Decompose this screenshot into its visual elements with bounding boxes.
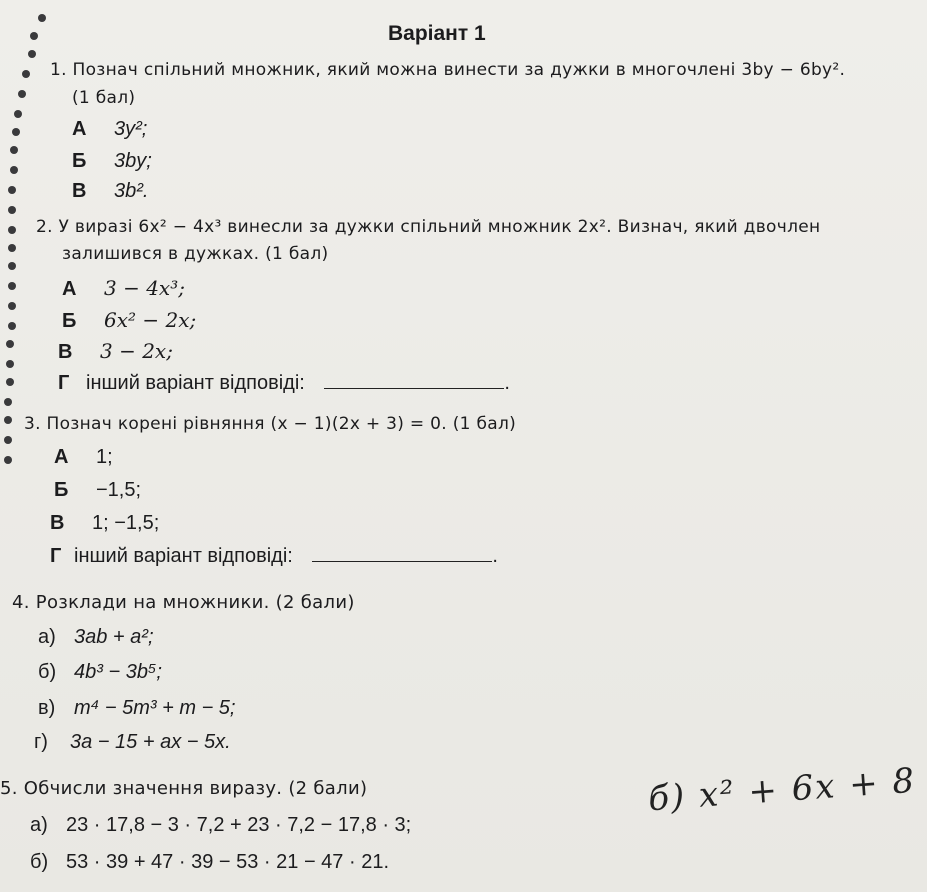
binder-hole — [8, 244, 16, 252]
question-1-option-b — [72, 150, 152, 173]
option-letter: Г — [50, 545, 62, 567]
binder-hole — [8, 206, 16, 214]
option-text: 3b². — [114, 180, 149, 202]
option-letter: Б — [54, 479, 69, 501]
binder-hole — [8, 262, 16, 270]
item-text: 3a − 15 + ax − 5x. — [70, 731, 231, 753]
option-letter: А — [54, 446, 69, 468]
item-label: б) — [38, 661, 57, 683]
option-suffix: . — [492, 545, 498, 567]
binder-hole — [10, 146, 18, 154]
item-text: 23 · 17,8 − 3 · 7,2 + 23 · 7,2 − 17,8 · 3; — [66, 814, 412, 836]
option-text: 6x² − 2x; — [104, 308, 197, 332]
option-text: 1; −1,5; — [92, 512, 160, 534]
question-2-text-cont: залишився в дужках. (1 бал) — [62, 244, 329, 264]
option-letter: А — [62, 278, 77, 300]
binder-hole — [18, 90, 26, 98]
binder-hole — [8, 186, 16, 194]
binder-hole — [6, 378, 14, 386]
question-1-points: (1 бал) — [72, 88, 136, 108]
option-letter: А — [72, 118, 87, 140]
binder-hole — [8, 322, 16, 330]
binder-hole — [4, 456, 12, 464]
item-text: 4b³ − 3b⁵; — [74, 661, 162, 683]
question-4-item-a — [38, 626, 154, 649]
question-1-option-c — [72, 180, 148, 203]
binder-hole — [8, 282, 16, 290]
binder-hole — [4, 398, 12, 406]
binder-hole — [8, 302, 16, 310]
option-letter: В — [72, 180, 87, 202]
question-4-item-b — [38, 661, 162, 684]
question-2-text: 2. У виразі 6x² − 4x³ винесли за дужки спільний множник 2x². Визнач, який двочлен — [36, 217, 821, 237]
question-1-text: 1. Познач спільний множник, який можна винести за дужки в многочлені 3by − 6by². — [50, 60, 846, 80]
question-3-text: 3. Познач корені рівняння (x − 1)(2x + 3) = 0. (1 бал) — [24, 414, 517, 434]
binder-hole — [10, 166, 18, 174]
option-text: 3by; — [114, 150, 152, 172]
item-text: 53 · 39 + 47 · 39 − 53 · 21 − 47 · 21. — [66, 851, 389, 873]
item-label: а) — [38, 626, 56, 648]
option-text: 1; — [96, 446, 113, 468]
binder-hole — [38, 14, 46, 22]
answer-blank — [312, 545, 492, 562]
binder-hole — [6, 340, 14, 348]
binder-hole — [6, 360, 14, 368]
item-label: в) — [38, 697, 56, 719]
item-text: 3ab + a²; — [74, 626, 154, 648]
question-3-option-d — [50, 545, 498, 568]
option-letter: В — [58, 341, 73, 363]
binder-hole — [30, 32, 38, 40]
handwritten-note: б) x² + 6x + 8 — [646, 760, 918, 820]
question-2-option-d — [58, 372, 510, 395]
question-4-item-d — [34, 731, 231, 754]
question-3-option-a — [54, 446, 113, 469]
binder-hole — [14, 110, 22, 118]
option-text: −1,5; — [96, 479, 142, 501]
item-label: а) — [30, 814, 48, 836]
binder-holes — [0, 0, 60, 892]
question-4-item-c — [38, 697, 235, 720]
question-5-item-b — [30, 851, 389, 874]
binder-hole — [12, 128, 20, 136]
option-suffix: . — [504, 372, 510, 394]
option-letter: Г — [58, 372, 70, 394]
question-3-option-b — [54, 479, 141, 502]
page-title: Варіант 1 — [388, 22, 486, 45]
question-2-option-b — [62, 308, 196, 333]
item-label: г) — [34, 731, 48, 753]
question-5-text: 5. Обчисли значення виразу. (2 бали) — [0, 778, 368, 799]
binder-hole — [22, 70, 30, 78]
answer-blank — [324, 372, 504, 389]
item-text: m⁴ − 5m³ + m − 5; — [74, 697, 236, 719]
binder-hole — [4, 436, 12, 444]
option-text: 3y²; — [114, 118, 148, 140]
question-1-option-a — [72, 118, 147, 141]
binder-hole — [4, 416, 12, 424]
option-text: 3 − 4x³; — [104, 276, 185, 300]
option-letter: В — [50, 512, 65, 534]
binder-hole — [28, 50, 36, 58]
question-4-text: 4. Розклади на множники. (2 бали) — [12, 592, 355, 613]
option-text: інший варіант відповіді: — [74, 545, 293, 567]
question-2-option-a — [62, 276, 185, 301]
question-5-item-a — [30, 814, 411, 837]
item-label: б) — [30, 851, 49, 873]
option-text: інший варіант відповіді: — [86, 372, 305, 394]
option-letter: Б — [62, 310, 77, 332]
question-2-option-c — [58, 339, 173, 364]
option-text: 3 − 2x; — [100, 339, 173, 363]
binder-hole — [8, 226, 16, 234]
option-letter: Б — [72, 150, 87, 172]
question-3-option-c — [50, 512, 159, 535]
